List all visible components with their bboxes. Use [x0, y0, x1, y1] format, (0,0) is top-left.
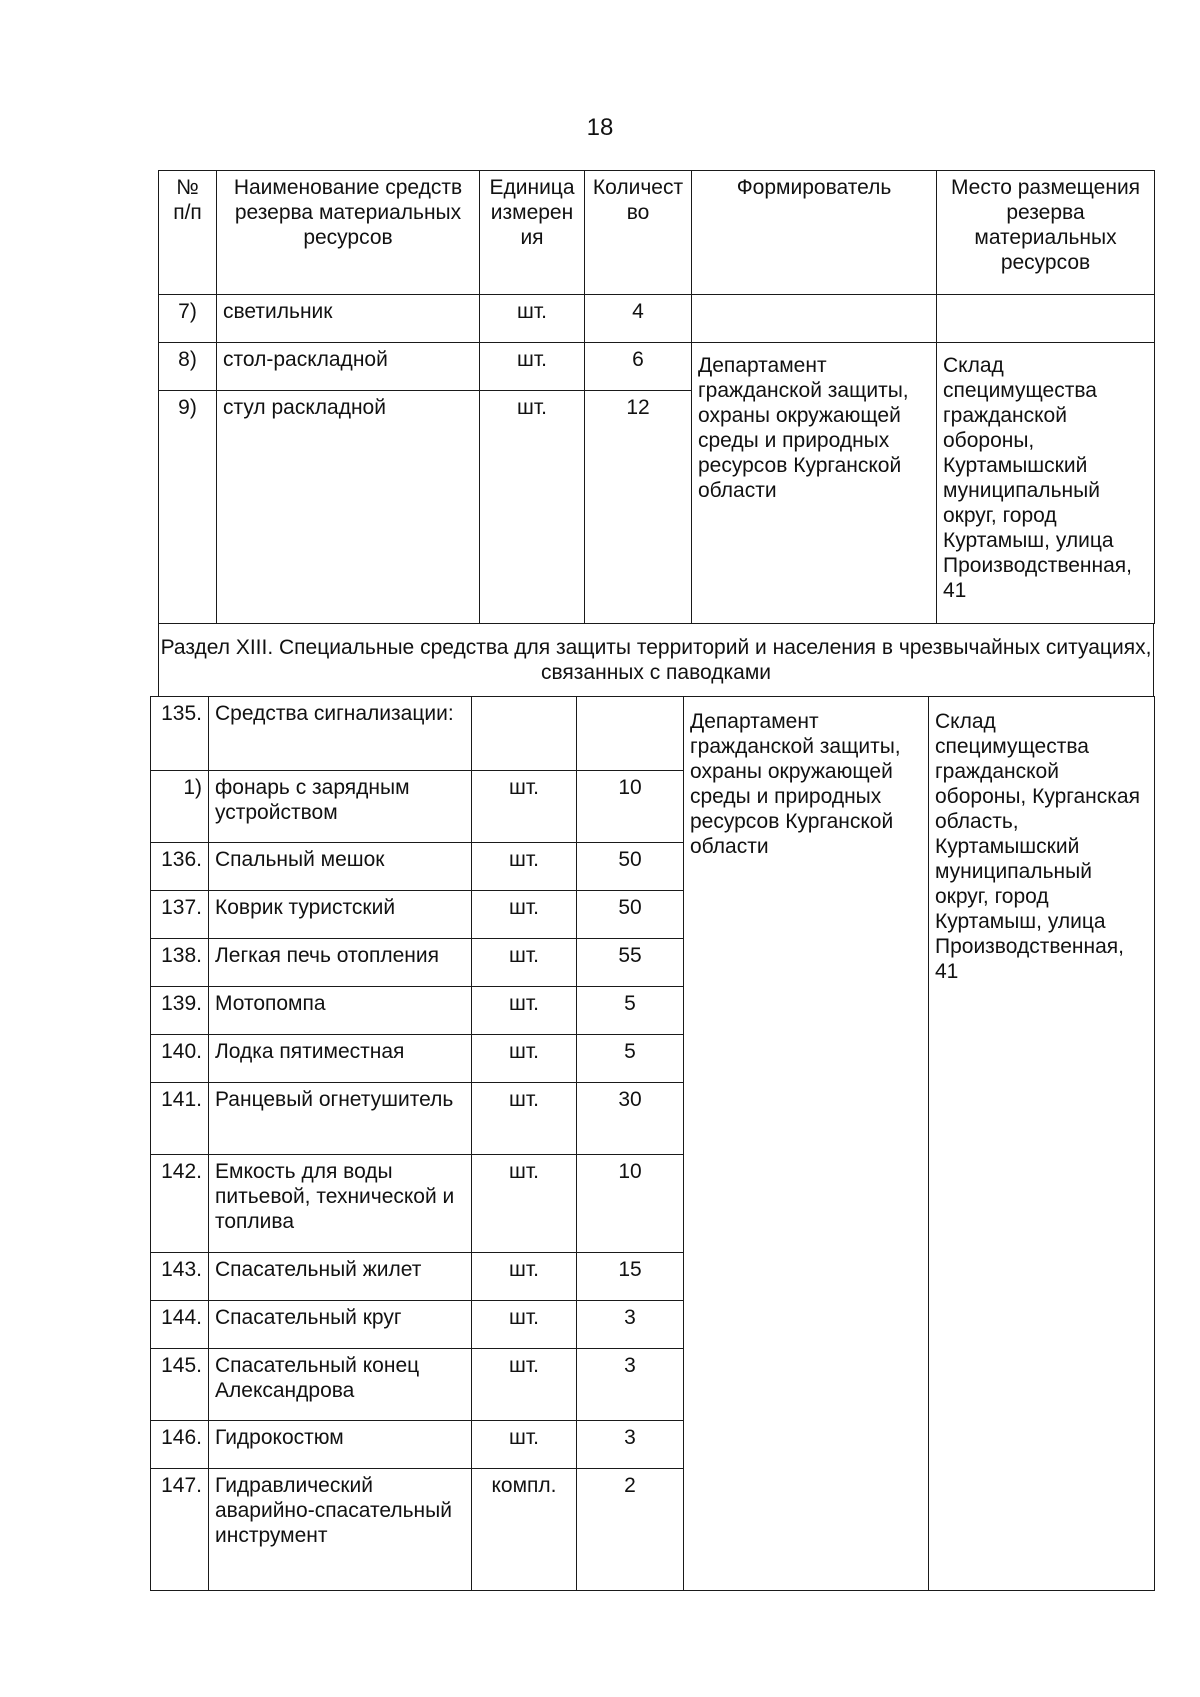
former-cell: Департамент гражданской защиты, охраны окружающей среды и природных ресурсов Курганской области	[684, 697, 929, 1591]
row-name: Емкость для воды питьевой, технической и топлива	[209, 1155, 472, 1253]
row-unit: шт.	[472, 771, 577, 843]
row-qty: 15	[577, 1253, 684, 1301]
row-unit: шт.	[472, 1349, 577, 1421]
row-qty: 2	[577, 1469, 684, 1591]
row-name: Спасательный круг	[209, 1301, 472, 1349]
resources-table-bottom	[150, 696, 1155, 1591]
row-qty: 12	[585, 391, 692, 624]
header-unit: Единица измерен ия	[480, 171, 585, 295]
row-qty: 10	[577, 1155, 684, 1253]
section-title: Раздел XIII. Специальные средства для защиты территорий и населения в чрезвычайных ситуациях, связанных с паводками	[158, 623, 1154, 696]
row-num: 141.	[151, 1083, 209, 1155]
row-unit: шт.	[472, 1083, 577, 1155]
row-unit	[472, 697, 577, 771]
row-unit: шт.	[472, 987, 577, 1035]
header-row	[159, 171, 1155, 295]
table-row	[151, 697, 1155, 771]
table-row	[159, 295, 1155, 343]
row-qty: 50	[577, 891, 684, 939]
row-num: 8)	[159, 343, 217, 391]
row-unit: шт.	[472, 939, 577, 987]
header-former: Формирователь	[692, 171, 937, 295]
place-cell: Склад специмущества гражданской обороны, Куртамышский муниципальный округ, город Куртамыш, улица Производственная, 41	[937, 343, 1155, 624]
row-qty: 3	[577, 1301, 684, 1349]
row-name: Средства сигнализации:	[209, 697, 472, 771]
row-num: 142.	[151, 1155, 209, 1253]
resources-table-top	[158, 170, 1155, 624]
row-qty: 5	[577, 987, 684, 1035]
table-row	[159, 343, 1155, 391]
row-num: 137.	[151, 891, 209, 939]
place-cell: Склад специмущества гражданской обороны, Курганская область, Куртамышский муниципальный округ, город Куртамыш, улица Производственная, 41	[929, 697, 1155, 1591]
row-unit: шт.	[472, 1155, 577, 1253]
former-cell: Департамент гражданской защиты, охраны окружающей среды и природных ресурсов Курганской области	[692, 343, 937, 624]
row-name: Лодка пятиместная	[209, 1035, 472, 1083]
header-place: Место размещения резерва материальных ресурсов	[937, 171, 1155, 295]
row-name: Коврик туристский	[209, 891, 472, 939]
row-num: 143.	[151, 1253, 209, 1301]
row-qty: 3	[577, 1421, 684, 1469]
row-name: Гидрокостюм	[209, 1421, 472, 1469]
row-name: Спальный мешок	[209, 843, 472, 891]
row-name: фонарь с зарядным устройством	[209, 771, 472, 843]
row-name: Легкая печь отопления	[209, 939, 472, 987]
row-qty: 3	[577, 1349, 684, 1421]
row-num: 9)	[159, 391, 217, 624]
row-name: стол-раскладной	[217, 343, 480, 391]
header-qty: Количест во	[585, 171, 692, 295]
row-unit: шт.	[480, 343, 585, 391]
row-num: 146.	[151, 1421, 209, 1469]
row-name: светильник	[217, 295, 480, 343]
row-unit: шт.	[472, 1301, 577, 1349]
row-name: Спасательный конец Александрова	[209, 1349, 472, 1421]
row-unit: шт.	[472, 1421, 577, 1469]
row-unit: шт.	[480, 295, 585, 343]
row-qty: 5	[577, 1035, 684, 1083]
row-unit: шт.	[472, 1253, 577, 1301]
row-num: 138.	[151, 939, 209, 987]
row-name: Мотопомпа	[209, 987, 472, 1035]
row-qty: 6	[585, 343, 692, 391]
row-num: 1)	[151, 771, 209, 843]
row-qty: 50	[577, 843, 684, 891]
row-num: 140.	[151, 1035, 209, 1083]
row-unit: компл.	[472, 1469, 577, 1591]
row-name: Спасательный жилет	[209, 1253, 472, 1301]
row-unit: шт.	[472, 891, 577, 939]
row-num: 139.	[151, 987, 209, 1035]
row-place-empty	[937, 295, 1155, 343]
row-num: 145.	[151, 1349, 209, 1421]
row-num: 7)	[159, 295, 217, 343]
row-qty: 30	[577, 1083, 684, 1155]
row-num: 144.	[151, 1301, 209, 1349]
row-qty: 4	[585, 295, 692, 343]
row-num: 136.	[151, 843, 209, 891]
page-number: 18	[586, 114, 614, 141]
row-name: стул раскладной	[217, 391, 480, 624]
row-qty: 10	[577, 771, 684, 843]
row-unit: шт.	[472, 843, 577, 891]
row-former-empty	[692, 295, 937, 343]
row-qty	[577, 697, 684, 771]
row-name: Гидравлический аварийно-спасательный инструмент	[209, 1469, 472, 1591]
row-unit: шт.	[472, 1035, 577, 1083]
row-num: 147.	[151, 1469, 209, 1591]
row-name: Ранцевый огнетушитель	[209, 1083, 472, 1155]
row-qty: 55	[577, 939, 684, 987]
row-num: 135.	[151, 697, 209, 771]
header-name: Наименование средств резерва материальных ресурсов	[217, 171, 480, 295]
header-num: № п/п	[159, 171, 217, 295]
row-unit: шт.	[480, 391, 585, 624]
